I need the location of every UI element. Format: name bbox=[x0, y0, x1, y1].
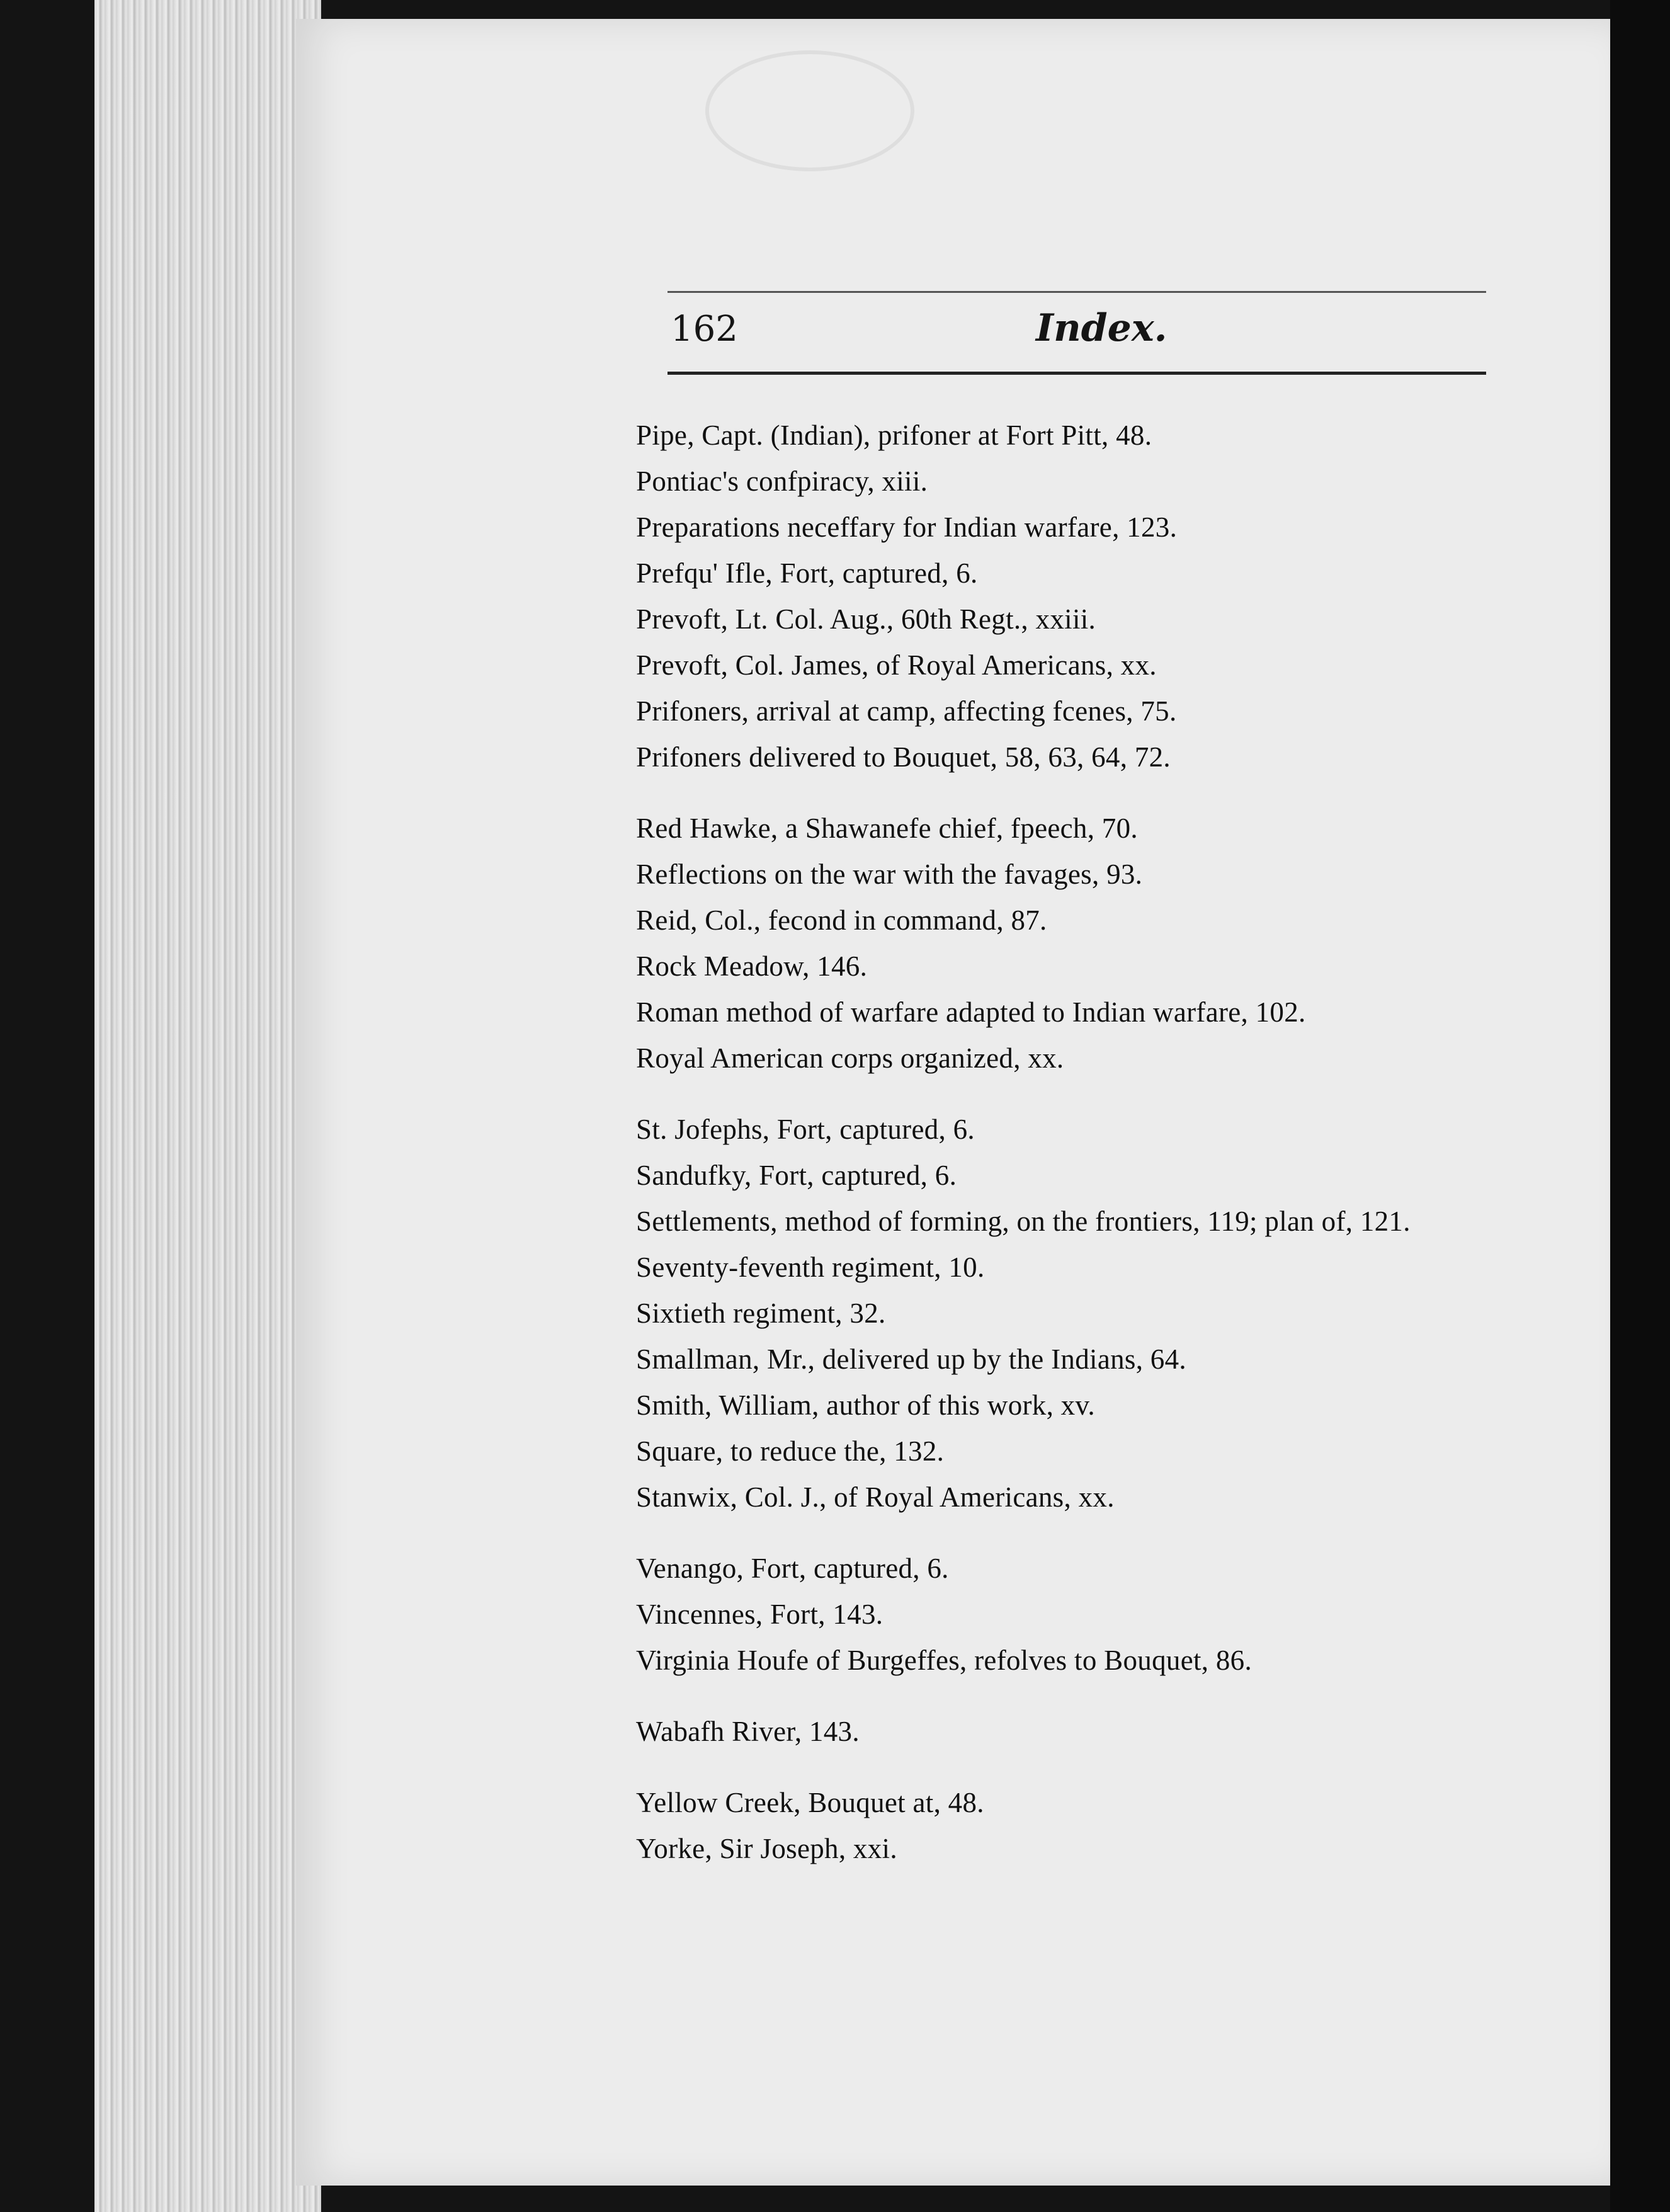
index-entry: Smith, William, author of this work, xv. bbox=[636, 1389, 1095, 1421]
page-number: 162 bbox=[671, 309, 738, 350]
running-title: Index. bbox=[1036, 306, 1167, 350]
scan-shadow-right bbox=[1610, 0, 1670, 2212]
index-entry: Square, to reduce the, 132. bbox=[636, 1435, 945, 1467]
header-rule-bottom bbox=[667, 372, 1486, 375]
index-entry: Pipe, Capt. (Indian), prifoner at Fort Pitt, 48. bbox=[636, 419, 1152, 451]
index-group-p bbox=[636, 413, 1505, 780]
index-entry: Sandufky, Fort, captured, 6. bbox=[636, 1160, 957, 1191]
index-entry: Wabafh River, 143. bbox=[636, 1716, 860, 1747]
index-list bbox=[636, 413, 1505, 1864]
index-entry: Prifoners, arrival at camp, affecting fcenes, 75. bbox=[636, 695, 1177, 727]
index-group-r bbox=[636, 806, 1505, 1081]
index-entry: Roman method of warfare adapted to Indian warfare, 102. bbox=[636, 996, 1306, 1028]
index-entry: Seventy-feventh regiment, 10. bbox=[636, 1251, 985, 1283]
index-entry: Royal American corps organized, xx. bbox=[636, 1042, 1064, 1074]
library-stamp bbox=[705, 50, 914, 171]
index-group-y bbox=[636, 1780, 1505, 1872]
index-group-v bbox=[636, 1546, 1505, 1684]
index-entry: Red Hawke, a Shawanefe chief, fpeech, 70. bbox=[636, 812, 1138, 844]
index-entry: Prevoft, Lt. Col. Aug., 60th Regt., xxiii. bbox=[636, 603, 1096, 635]
index-entry: Yellow Creek, Bouquet at, 48. bbox=[636, 1787, 984, 1818]
running-header bbox=[671, 302, 1483, 372]
index-entry: Prifoners delivered to Bouquet, 58, 63, 64, 72. bbox=[636, 741, 1171, 773]
index-entry: Prefqu' Ifle, Fort, captured, 6. bbox=[636, 557, 978, 589]
index-group-w bbox=[636, 1709, 1505, 1755]
index-group-s bbox=[636, 1107, 1505, 1520]
index-entry: Reid, Col., fecond in command, 87. bbox=[636, 904, 1047, 936]
index-entry: Venango, Fort, captured, 6. bbox=[636, 1553, 949, 1584]
index-entry: St. Jofephs, Fort, captured, 6. bbox=[636, 1114, 975, 1145]
header-rule-top bbox=[667, 291, 1486, 293]
page-edges bbox=[94, 0, 321, 2212]
index-entry: Preparations neceffary for Indian warfare, 123. bbox=[636, 511, 1178, 543]
index-entry: Prevoft, Col. James, of Royal Americans, xx. bbox=[636, 649, 1157, 681]
index-entry: Vincennes, Fort, 143. bbox=[636, 1599, 883, 1630]
index-entry: Rock Meadow, 146. bbox=[636, 950, 868, 982]
index-entry: Virginia Houfe of Burgeffes, refolves to Bouquet, 86. bbox=[636, 1645, 1252, 1676]
index-entry: Sixtieth regiment, 32. bbox=[636, 1297, 886, 1329]
index-entry: Settlements, method of forming, on the frontiers, 119; plan of, 121. bbox=[636, 1206, 1411, 1237]
index-entry: Smallman, Mr., delivered up by the Indians, 64. bbox=[636, 1343, 1186, 1375]
index-entry: Pontiac's confpiracy, xiii. bbox=[636, 465, 928, 497]
index-entry: Stanwix, Col. J., of Royal Americans, xx. bbox=[636, 1481, 1115, 1513]
index-entry: Yorke, Sir Joseph, xxi. bbox=[636, 1833, 897, 1864]
index-entry: Reflections on the war with the favages, 93. bbox=[636, 858, 1143, 890]
